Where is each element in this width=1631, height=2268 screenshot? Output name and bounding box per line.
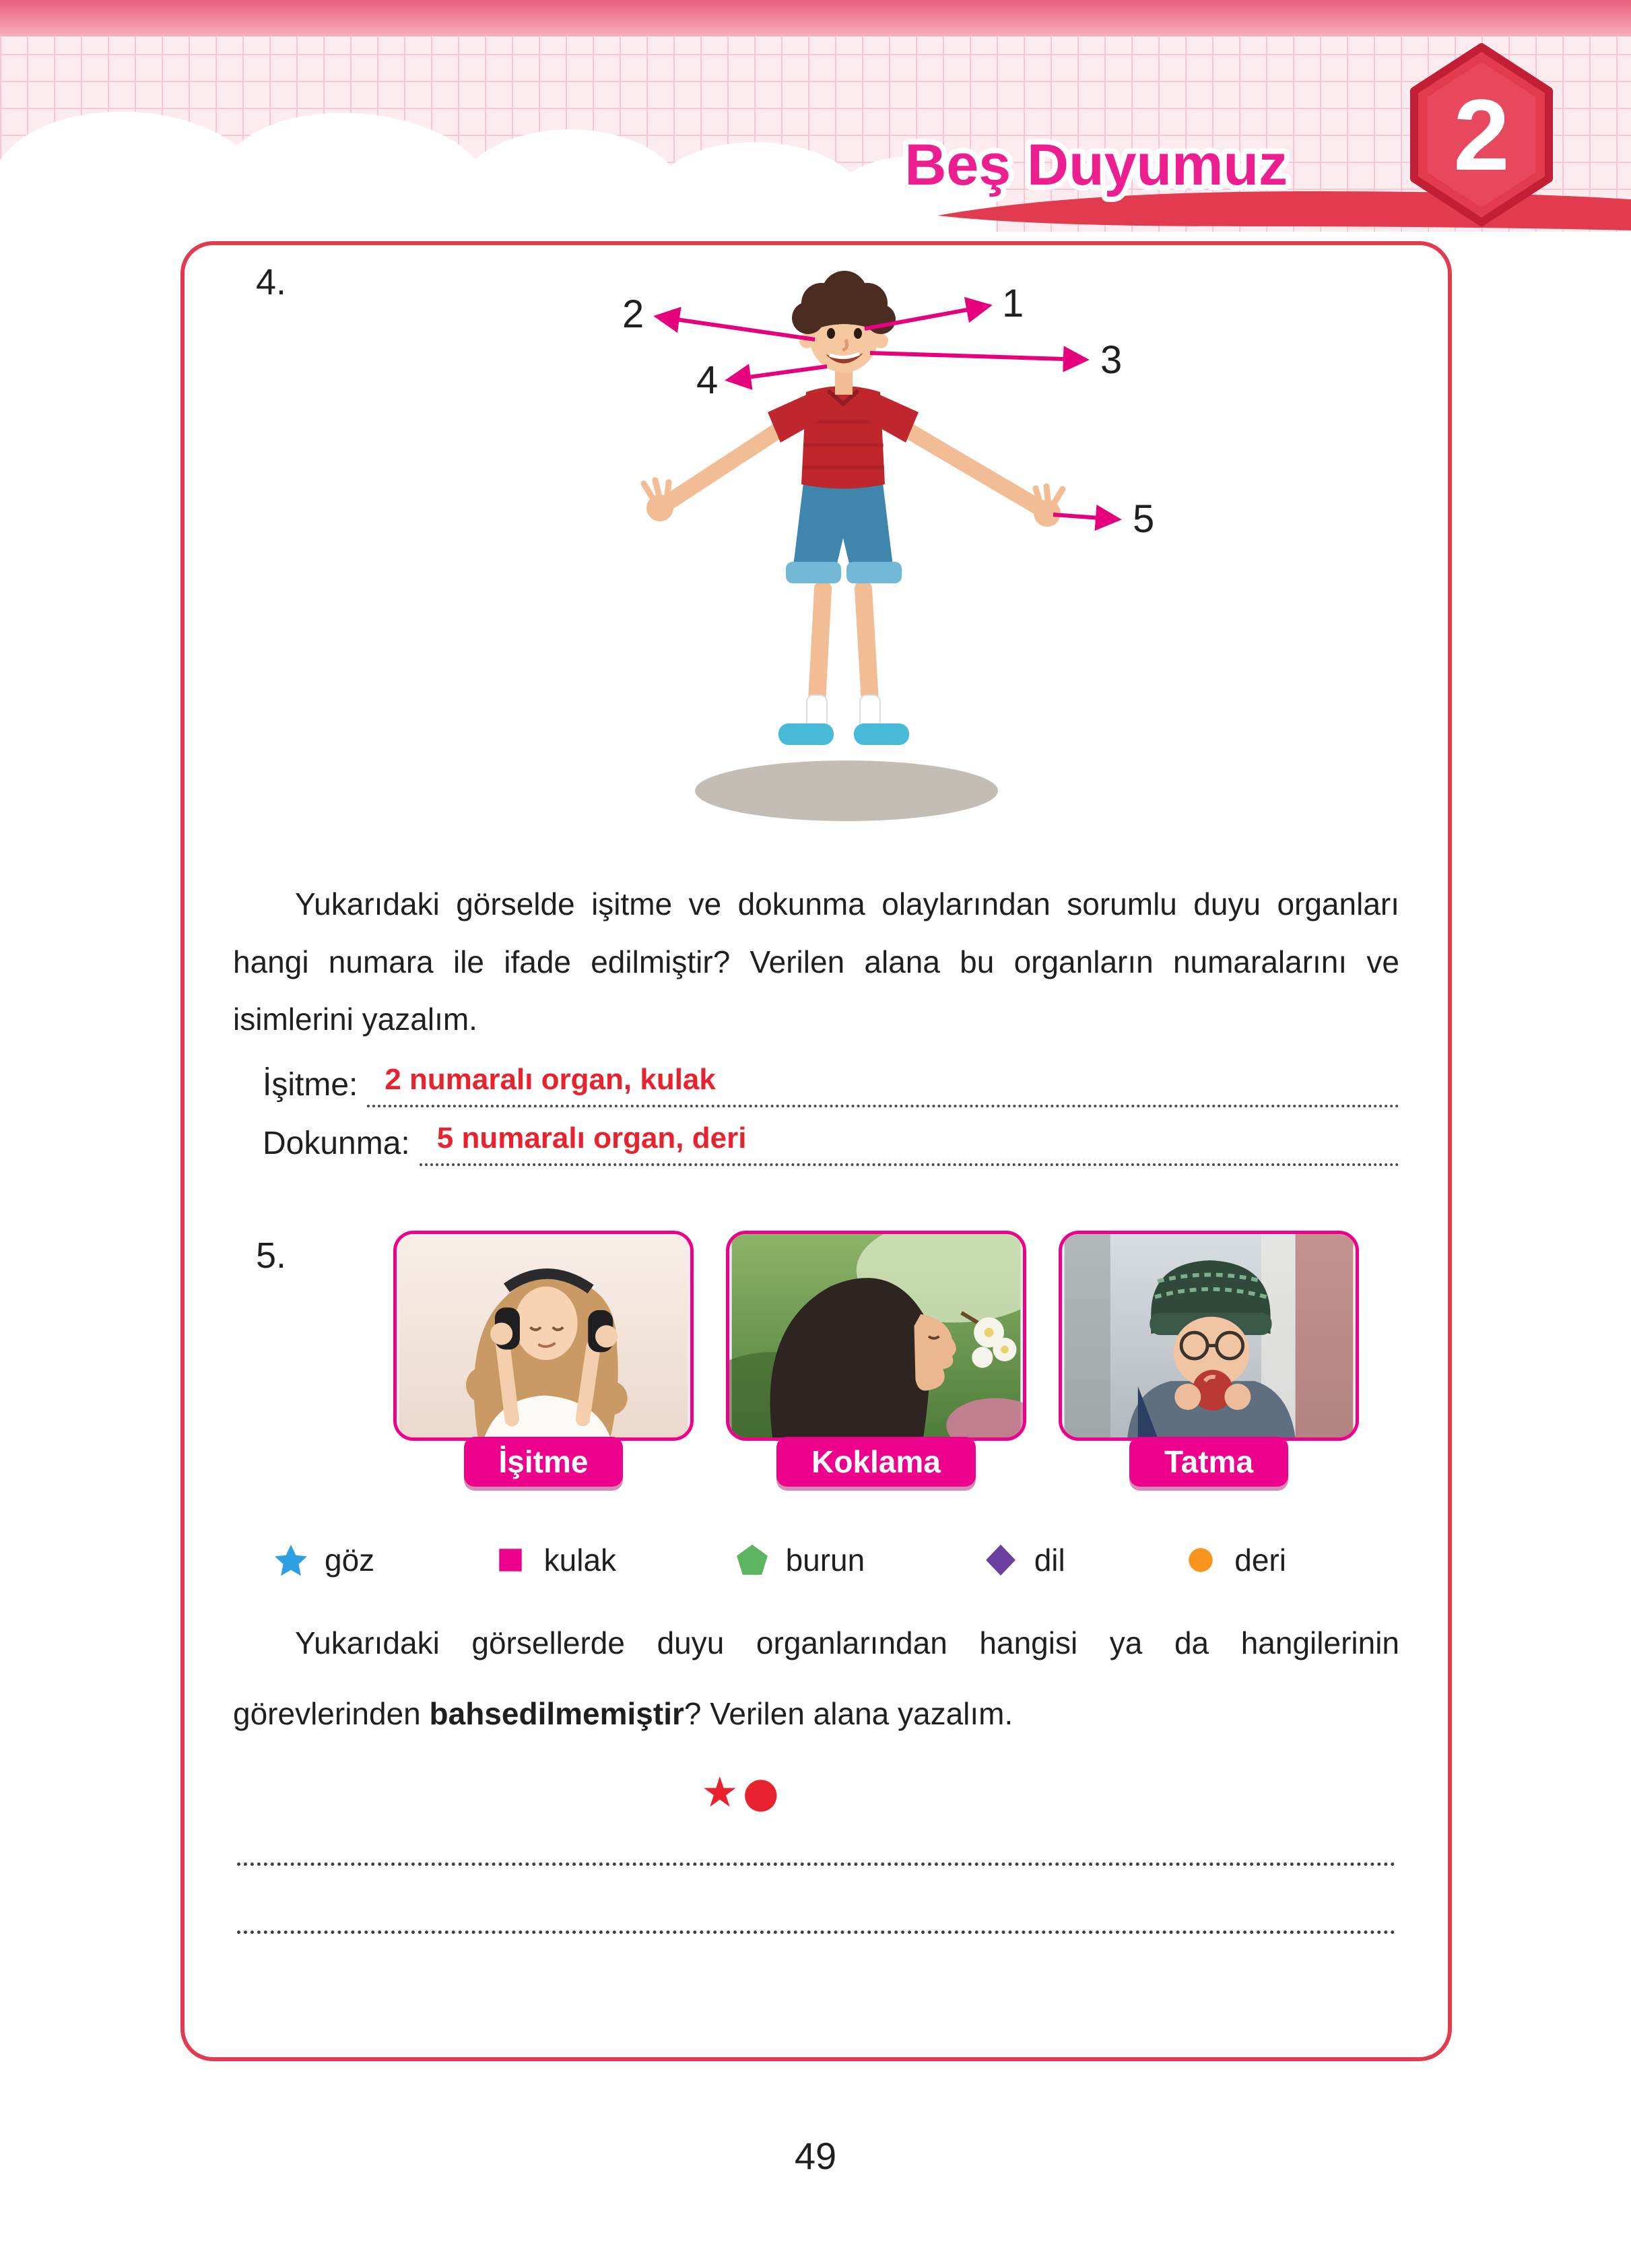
arrow-5: [1053, 515, 1118, 519]
legend-item-skin: [1185, 1542, 1286, 1578]
legend-label-eye: göz: [325, 1542, 375, 1578]
prompt-before: Yukarıdaki görsellerde duyu organlarından hangisi ya da hangilerinin görevlerinden: [233, 1625, 1399, 1732]
arrow-number-4: 4: [696, 358, 719, 402]
circle-icon: [1185, 1544, 1217, 1576]
unit-number: 2: [1453, 78, 1510, 191]
arrow-number-1: 1: [1002, 282, 1024, 325]
boy-shirt: [768, 386, 919, 489]
question-5-number: 5.: [256, 1235, 287, 1276]
hearing-write-line[interactable]: [367, 1062, 1399, 1107]
legend-label-nose: burun: [785, 1542, 865, 1578]
touch-answer-text: 5 numaralı organ, deri: [436, 1121, 747, 1155]
boy-legs: [778, 589, 909, 745]
student-answer-symbols[interactable]: ★●: [701, 1768, 783, 1817]
left-shoe: [778, 723, 834, 745]
legend-item-nose: [736, 1542, 865, 1578]
girl-smelling-flower-photo: [726, 1231, 1026, 1441]
diamond-icon: [985, 1544, 1017, 1576]
page-header: [0, 0, 1631, 244]
arrow-number-2: 2: [622, 292, 644, 336]
right-shoe: [854, 723, 909, 745]
star-icon: [275, 1544, 307, 1576]
boy-eating-apple-photo: [1059, 1231, 1359, 1441]
legend-label-skin: deri: [1234, 1542, 1286, 1578]
photo-card-smelling: [726, 1231, 1026, 1487]
arrow-number-5: 5: [1133, 497, 1155, 541]
header-title: Beş Duyumuz: [904, 133, 1288, 197]
question-4-number: 4.: [256, 262, 287, 302]
arrow-4: [729, 366, 827, 380]
hearing-answer-row: [263, 1062, 1399, 1107]
ground-shadow: [695, 760, 998, 821]
boy-head: [792, 271, 896, 395]
touch-write-line[interactable]: [420, 1121, 1399, 1166]
hearing-answer-text: 2 numaralı organ, kulak: [385, 1062, 716, 1096]
legend-item-tongue: [985, 1542, 1065, 1578]
arrow-number-3: 3: [1100, 338, 1123, 382]
organ-legend: [233, 1542, 1399, 1578]
legend-label-tongue: dil: [1034, 1542, 1065, 1578]
hearing-label: İşitme:: [263, 1066, 358, 1103]
unit-badge-hexagon: [1414, 47, 1549, 222]
right-eye: [854, 328, 862, 339]
touch-answer-row: [263, 1121, 1399, 1166]
photo-card-tasting: [1059, 1231, 1359, 1487]
prompt-after: ? Verilen alana yazalım.: [684, 1696, 1013, 1732]
content-card: [180, 241, 1452, 2061]
touch-label: Dokunma:: [263, 1125, 410, 1161]
photo-card-hearing: [393, 1231, 694, 1487]
girl-headphones-photo: [393, 1231, 694, 1441]
square-icon: [494, 1544, 527, 1576]
question-4: [233, 252, 1399, 1166]
left-eye: [827, 328, 835, 339]
boy-shorts: [786, 478, 902, 583]
prompt-bold-word: bahsedilmemiştir: [429, 1696, 684, 1732]
cloud-shape: [0, 112, 995, 244]
legend-label-ear: kulak: [543, 1542, 617, 1578]
arrow-3: [870, 353, 1086, 360]
write-line-1[interactable]: [237, 1817, 1395, 1866]
legend-item-eye: [275, 1542, 374, 1578]
question-5: [233, 1231, 1399, 1935]
label-hearing: İşitme: [464, 1437, 624, 1487]
sense-photos-row: [393, 1231, 1399, 1487]
pentagon-icon: [736, 1544, 768, 1576]
label-tasting: Tatma: [1129, 1437, 1288, 1487]
page-number: 49: [794, 2135, 837, 2177]
arrow-2: [657, 317, 815, 339]
legend-item-ear: [494, 1542, 616, 1578]
question-5-prompt: [233, 1608, 1399, 1751]
question-4-prompt: Yukarıdaki görselde işitme ve dokunma olaylarından sorumlu duyu organları hangi numara ile ifade edilmiştir? Verilen alana bu organların numaralarını ve isimlerini yazalım.: [233, 886, 1399, 1037]
boy-illustration: [446, 252, 1187, 845]
header-art: [0, 0, 1631, 244]
label-smelling: Koklama: [776, 1437, 976, 1487]
write-line-2[interactable]: [237, 1866, 1395, 1934]
